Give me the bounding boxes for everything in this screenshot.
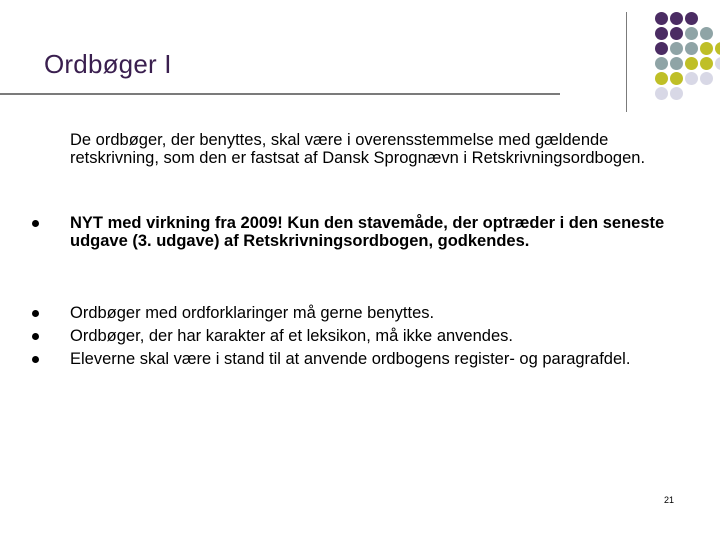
decorative-dot — [670, 87, 683, 100]
title-divider — [0, 93, 560, 95]
decorative-dot-grid — [640, 12, 720, 112]
decorative-dot — [700, 42, 713, 55]
bullet-dot-icon — [32, 220, 39, 227]
decorative-dot — [670, 27, 683, 40]
decorative-dot — [700, 27, 713, 40]
decorative-dot — [670, 42, 683, 55]
intro-paragraph: De ordbøger, der benyttes, skal være i overensstemmelse med gældende retskrivning, som den er fastsat af Dansk Sprognævn i Retskrivningsordbogen. — [70, 131, 646, 167]
decorative-dot — [655, 27, 668, 40]
decorative-dot — [700, 57, 713, 70]
decorative-dot — [655, 72, 668, 85]
decorative-dot — [715, 42, 720, 55]
slide-title: Ordbøger I — [44, 49, 172, 79]
decorative-dot — [685, 72, 698, 85]
decorative-dot — [700, 72, 713, 85]
bullet-dot-icon — [32, 356, 39, 363]
bullet-dot-icon — [32, 333, 39, 340]
vertical-divider — [626, 12, 627, 112]
bullet-text: Eleverne skal være i stand til at anvende ordbogens register- og paragrafdel. — [70, 350, 631, 368]
decorative-dot — [655, 42, 668, 55]
decorative-dot — [655, 87, 668, 100]
bullet-text: Ordbøger, der har karakter af et leksikon, må ikke anvendes. — [70, 327, 513, 345]
bullet-text: NYT med virkning fra 2009! Kun den stavemåde, der optræder i den seneste udgave (3. udgave) af Retskrivningsordbogen, godkendes. — [70, 214, 665, 250]
page-number: 21 — [664, 495, 675, 505]
bullet-text: Ordbøger med ordforklaringer må gerne benyttes. — [70, 304, 435, 322]
decorative-dot — [685, 57, 698, 70]
decorative-dot — [715, 57, 720, 70]
decorative-dot — [685, 12, 698, 25]
decorative-dot — [670, 12, 683, 25]
bullet-dot-icon — [32, 310, 39, 317]
decorative-dot — [655, 12, 668, 25]
decorative-dot — [685, 27, 698, 40]
decorative-dot — [670, 72, 683, 85]
decorative-dot — [670, 57, 683, 70]
decorative-dot — [685, 42, 698, 55]
decorative-dot — [655, 57, 668, 70]
